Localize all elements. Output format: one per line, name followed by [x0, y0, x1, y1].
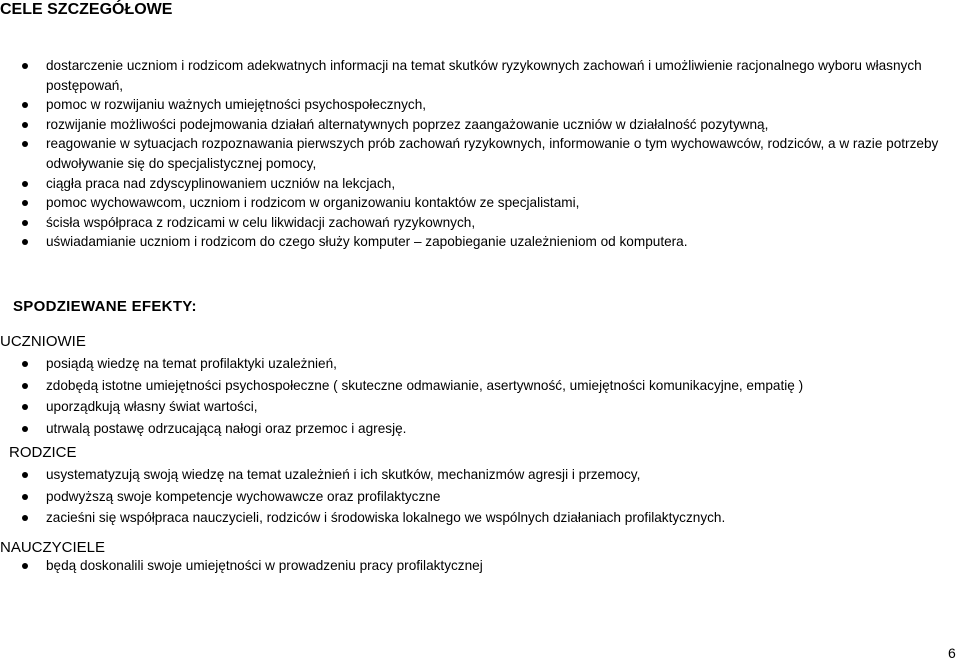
list-item: uświadamianie uczniom i rodzicom do czego służy komputer – zapobieganie uzależnieniom od komputera. [19, 232, 954, 252]
list-item: reagowanie w sytuacjach rozpoznawania pierwszych prób zachowań ryzykownych, informowanie o tym wychowawców, rodziców, a w razie potrzeby odwoływanie się do specjalistycznej pomocy, [19, 134, 954, 173]
page-number: 6 [948, 645, 956, 661]
list-item: ciągła praca nad zdyscyplinowaniem uczniów na lekcjach, [19, 174, 954, 194]
list-item: utrwalą postawę odrzucającą nałogi oraz przemoc i agresję. [20, 418, 955, 440]
list-item: rozwijanie możliwości podejmowania działań alternatywnych poprzez zaangażowanie uczniów w działalność pozytywną, [19, 115, 954, 135]
section-title: CELE SZCZEGÓŁOWE [0, 1, 173, 18]
list-item: ścisła współpraca z rodzicami w celu likwidacji zachowań ryzykownych, [19, 213, 954, 233]
list-item: posiądą wiedzę na temat profilaktyki uzależnień, [20, 353, 955, 375]
goals-list [19, 56, 954, 252]
list-item: zacieśni się współpraca nauczycieli, rodziców i środowiska lokalnego we wspólnych działaniach profilaktycznych. [20, 507, 955, 529]
list-item: pomoc wychowawcom, uczniom i rodzicom w organizowaniu kontaktów ze specjalistami, [19, 193, 954, 213]
list-item: podwyższą swoje kompetencje wychowawcze oraz profilaktyczne [20, 486, 955, 508]
list-item: dostarczenie uczniom i rodzicom adekwatnych informacji na temat skutków ryzykownych zachowań i umożliwienie racjonalnego wyboru własnych postępowań, [19, 56, 954, 95]
list-item: zdobędą istotne umiejętności psychospołeczne ( skuteczne odmawianie, asertywność, umiejętności komunikacyjne, empatię ) [20, 375, 955, 397]
list-item: pomoc w rozwijaniu ważnych umiejętności psychospołecznych, [19, 95, 954, 115]
parents-list [20, 464, 955, 529]
effects-title: SPODZIEWANE EFEKTY: [13, 298, 197, 315]
teachers-label: NAUCZYCIELE [0, 539, 106, 556]
students-list [20, 353, 955, 440]
list-item: będą doskonalili swoje umiejętności w prowadzeniu pracy profilaktycznej [20, 555, 955, 577]
parents-label: RODZICE [9, 444, 77, 461]
list-item: uporządkują własny świat wartości, [20, 396, 955, 418]
teachers-list [20, 555, 955, 577]
students-label: UCZNIOWIE [0, 333, 86, 350]
list-item: usystematyzują swoją wiedzę na temat uzależnień i ich skutków, mechanizmów agresji i przemocy, [20, 464, 955, 486]
